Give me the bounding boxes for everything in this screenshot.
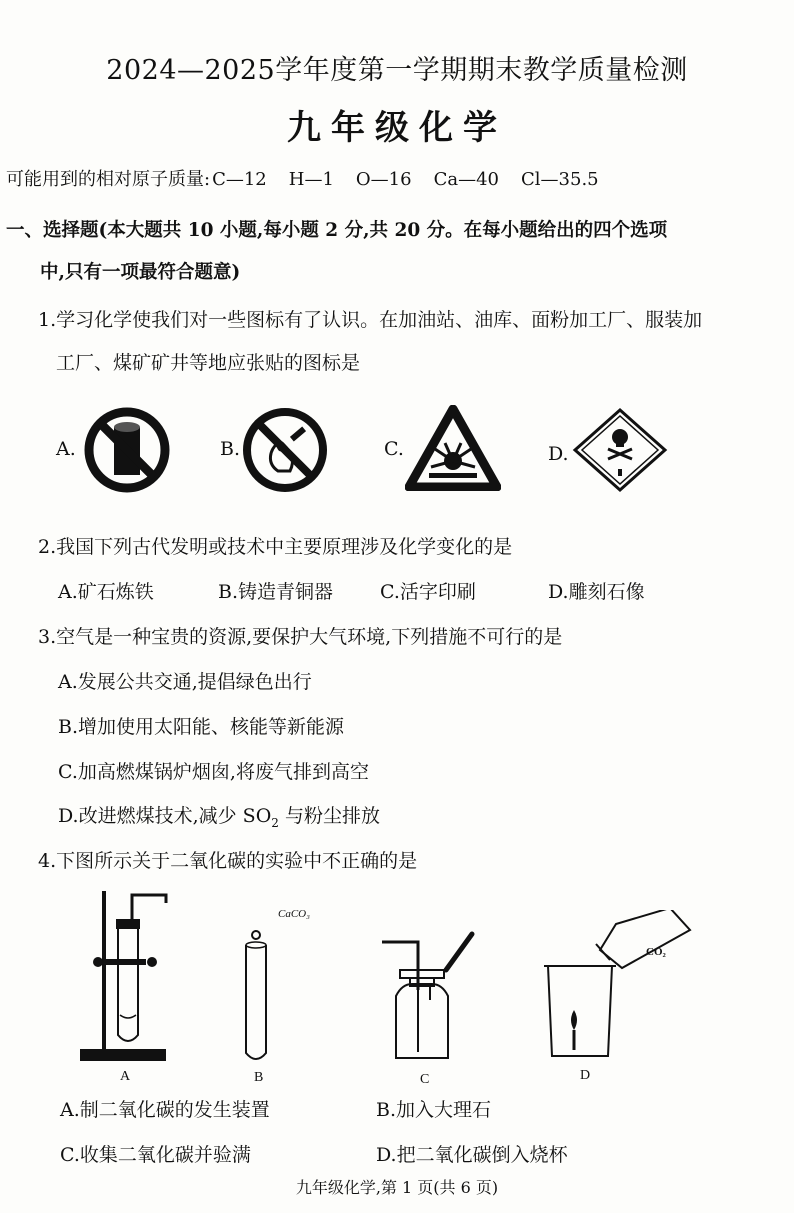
figure-d-co2-text: CO₂	[646, 946, 666, 958]
q3-option-c: C.加高燃煤锅炉烟囱,将废气排到高空	[58, 761, 369, 783]
q3-stem: 3.空气是一种宝贵的资源,要保护大气环境,下列措施不可行的是	[38, 626, 563, 648]
q2-option-d: D.雕刻石像	[548, 581, 645, 603]
exam-title: 2024—2025学年度第一学期期末教学质量检测	[106, 55, 688, 86]
atomic-mass-c: C—12	[212, 169, 267, 190]
figure-d-apparatus	[540, 910, 710, 1060]
q2-option-b: B.铸造青铜器	[218, 581, 334, 603]
q1-option-d-label: D.	[548, 443, 569, 465]
figure-a-apparatus	[78, 885, 178, 1065]
q1-option-b-label: B.	[220, 438, 241, 460]
no-bucket-icon	[82, 405, 172, 495]
q1-option-a-label: A.	[56, 438, 76, 460]
q4-stem: 4.下图所示关于二氧化碳的实验中不正确的是	[38, 850, 418, 872]
section-heading-line1: 一、选择题(本大题共 10 小题,每小题 2 分,共 20 分。在每小题给出的四个选项	[6, 220, 668, 241]
atomic-masses-label: 可能用到的相对原子质量:	[6, 169, 211, 190]
figure-c-label: C	[420, 1072, 430, 1087]
toxic-skull-icon	[572, 407, 668, 493]
q1-option-c-label: C.	[384, 438, 404, 460]
atomic-mass-cl: Cl—35.5	[521, 169, 599, 190]
figure-c-apparatus	[382, 930, 492, 1065]
no-fire-icon	[240, 405, 330, 495]
q4-option-b: B.加入大理石	[376, 1099, 492, 1121]
q1-stem-line1: 1.学习化学使我们对一些图标有了认识。在加油站、油库、面粉加工厂、服装加	[38, 309, 703, 331]
atomic-mass-h: H—1	[288, 169, 334, 190]
q3-option-d-sub: 2	[271, 815, 279, 830]
q3-option-d	[58, 801, 380, 830]
atomic-masses	[6, 165, 621, 191]
exam-subject: 九年级化学	[287, 108, 507, 148]
q3-option-a: A.发展公共交通,提倡绿色出行	[58, 671, 312, 693]
figure-a-label: A	[120, 1069, 131, 1084]
q2-option-a: A.矿石炼铁	[58, 581, 154, 603]
explosive-warning-icon	[405, 405, 501, 491]
q1-stem-line2: 工厂、煤矿矿井等地应张贴的图标是	[56, 352, 361, 374]
figure-b-label: B	[254, 1070, 264, 1085]
q3-option-d-pre: D.改进燃煤技术,减少 SO	[58, 805, 272, 827]
q2-stem: 2.我国下列古代发明或技术中主要原理涉及化学变化的是	[38, 536, 513, 558]
page-footer: 九年级化学,第 1 页(共 6 页)	[295, 1178, 499, 1197]
figure-d-label: D	[580, 1068, 591, 1083]
q3-option-d-post: 与粉尘排放	[278, 805, 380, 827]
atomic-mass-o: O—16	[355, 169, 412, 190]
q3-option-b: B.增加使用太阳能、核能等新能源	[58, 716, 345, 738]
q2-option-c: C.活字印刷	[380, 581, 476, 603]
section-heading-line2: 中,只有一项最符合题意)	[40, 262, 241, 283]
figure-b-caco3-text: CaCO₃	[278, 908, 310, 920]
atomic-mass-ca: Ca—40	[433, 169, 500, 190]
figure-b-apparatus	[240, 905, 340, 1065]
q4-option-a: A.制二氧化碳的发生装置	[60, 1099, 270, 1121]
q4-option-c: C.收集二氧化碳并验满	[60, 1144, 251, 1166]
q4-option-d: D.把二氧化碳倒入烧杯	[376, 1144, 568, 1166]
